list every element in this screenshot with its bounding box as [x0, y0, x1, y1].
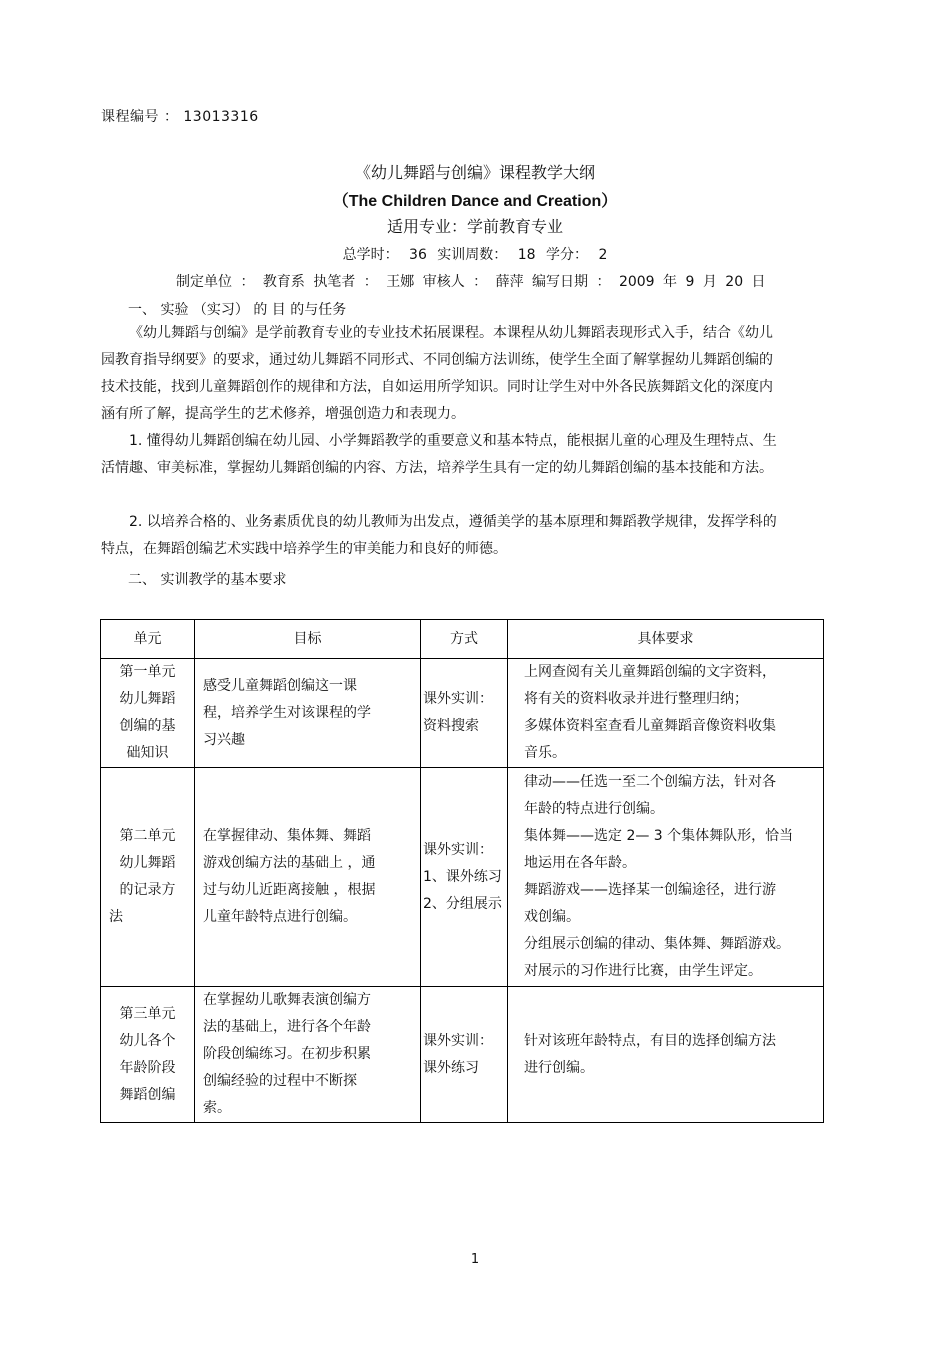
document-title: 《幼儿舞蹈与创编》课程教学大纲: [354, 163, 595, 182]
requirement-line: 上网查阅有关儿童舞蹈创编的文字资料，: [524, 664, 776, 680]
method-line: 资料搜索: [423, 718, 479, 734]
table-header-row: [101, 620, 824, 659]
header-goal: 目标: [195, 620, 421, 659]
requirement-line: 戏创编。: [524, 909, 580, 925]
header-requirements: 具体要求: [508, 620, 824, 659]
requirement-line: 律动——任选一至二个创编方法，针对各: [524, 774, 776, 790]
course-code: 课程编号 ： 13013316: [101, 109, 259, 125]
method-cell: [421, 987, 508, 1123]
table-row: [101, 768, 824, 987]
table-row: [101, 659, 824, 768]
goal-line: 在掌握幼儿歌舞表演创编方: [203, 992, 371, 1008]
goal-line: 创编经验的过程中不断探: [203, 1073, 357, 1089]
goal-line: 过与幼儿近距离接触 ，根据: [203, 882, 376, 898]
method-cell: [421, 768, 508, 987]
unit-line: 第二单元: [119, 828, 176, 844]
requirement-line: 地运用在各年龄。: [524, 855, 636, 871]
goal-cell: [195, 659, 421, 768]
goal-line: 阶段创编练习。在初步积累: [203, 1046, 371, 1062]
requirement-line: 进行创编。: [524, 1059, 594, 1076]
requirements-table: [100, 619, 824, 1123]
goal-line: 索。: [203, 1100, 231, 1116]
paragraph-point-2: 2. 以培养合格的、业务素质优良的幼儿教师为出发点，遵循美学的基本原理和舞蹈教学规律，发挥学科的特点，在舞蹈创编艺术实践中培养学生的审美能力和良好的师德。: [101, 514, 777, 557]
unit-line: 舞蹈创编: [119, 1086, 176, 1103]
header-unit: 单元: [101, 620, 195, 659]
applicable-major: 适用专业：学前教育专业: [386, 217, 563, 236]
author-info: 制定单位 ： 教育系 执笔者 ： 王娜 审核人 ： 薛萍 编写日期 ： 2009 年 9 月 20 日: [176, 274, 766, 290]
unit-cell: [101, 768, 195, 987]
goal-line: 儿童年龄特点进行创编。: [203, 909, 357, 925]
requirement-line: 将有关的资料收录并进行整理归纳；: [524, 691, 748, 707]
method-line: 2、分组展示: [423, 895, 502, 912]
header-method: 方式: [421, 620, 508, 659]
unit-cell: [101, 987, 195, 1123]
requirements-cell: [508, 768, 824, 987]
requirement-line: 分组展示创编的律动、集体舞、舞蹈游戏。: [524, 936, 790, 952]
unit-line: 第一单元: [119, 664, 176, 680]
unit-line: 幼儿舞蹈: [119, 855, 176, 871]
method-line: 课外练习: [423, 1059, 479, 1076]
method-line: 课外实训：: [423, 1032, 493, 1049]
goal-line: 感受儿童舞蹈创编这一课: [203, 677, 357, 694]
table-row: [101, 987, 824, 1123]
paragraph-intro: 《幼儿舞蹈与创编》是学前教育专业的专业技术拓展课程。本课程从幼儿舞蹈表现形式入手，结合《幼儿园教育指导纲要》的要求，通过幼儿舞蹈不同形式、不同创编方法训练，使学生全面了解掌握幼儿舞蹈创编的技术技能，找到儿童舞蹈创作的规律和方法，自如运用所学知识。同时让学生对中外各民族舞蹈文化的深度内涵有所了解，提高学生的艺术修养，增强创造力和表现力。: [101, 325, 773, 422]
unit-line: 础知识: [126, 745, 169, 761]
requirement-line: 对展示的习作进行比赛，由学生评定。: [524, 963, 762, 979]
requirement-line: 针对该班年龄特点，有目的选择创编方法: [524, 1032, 776, 1049]
unit-line: 幼儿各个: [119, 1032, 176, 1049]
page-number: 1: [470, 1252, 480, 1267]
paragraph-point-1: 1. 懂得幼儿舞蹈创编在幼儿园、小学舞蹈教学的重要意义和基本特点，能根据儿童的心理及生理特点、生活情趣、审美标准，掌握幼儿舞蹈创编的内容、方法，培养学生具有一定的幼儿舞蹈创编的基本技能和方法。: [101, 433, 777, 476]
method-line: 1、课外练习: [423, 868, 502, 885]
method-line: 课外实训：: [423, 841, 493, 858]
requirement-line: 舞蹈游戏——选择某一创编途径，进行游: [524, 882, 776, 898]
course-hours: 总学时： 36 实训周数： 18 学分： 2: [342, 247, 608, 263]
unit-line: 法: [109, 909, 123, 925]
unit-line: 创编的基: [119, 718, 176, 734]
method-line: 课外实训：: [423, 691, 493, 707]
section-heading-1: 一、 实验 （实习） 的 目 的与任务: [128, 302, 347, 318]
requirement-line: 集体舞——选定 2— 3 个集体舞队形，恰当: [524, 828, 794, 844]
goal-line: 游戏创编方法的基础上 ，通: [203, 855, 376, 871]
requirement-line: 音乐。: [524, 745, 566, 761]
unit-line: 年龄阶段: [119, 1059, 176, 1076]
document-title-english: （The Children Dance and Creation）: [332, 193, 618, 210]
goal-line: 习兴趣: [203, 731, 245, 748]
requirements-cell: [508, 987, 824, 1123]
unit-line: 的记录方: [119, 882, 176, 898]
unit-cell: [101, 659, 195, 768]
goal-cell: [195, 987, 421, 1123]
requirement-line: 年龄的特点进行创编。: [524, 801, 664, 817]
goal-line: 法的基础上，进行各个年龄: [203, 1019, 371, 1035]
section-heading-2: 二、 实训教学的基本要求: [128, 572, 287, 588]
goal-line: 在掌握律动、集体舞、舞蹈: [203, 828, 371, 844]
method-cell: [421, 659, 508, 768]
unit-line: 第三单元: [119, 1005, 176, 1022]
goal-cell: [195, 768, 421, 987]
requirements-cell: [508, 659, 824, 768]
unit-line: 幼儿舞蹈: [119, 691, 176, 707]
goal-line: 程，培养学生对该课程的学: [203, 704, 371, 721]
requirement-line: 多媒体资料室查看儿童舞蹈音像资料收集: [524, 718, 776, 734]
